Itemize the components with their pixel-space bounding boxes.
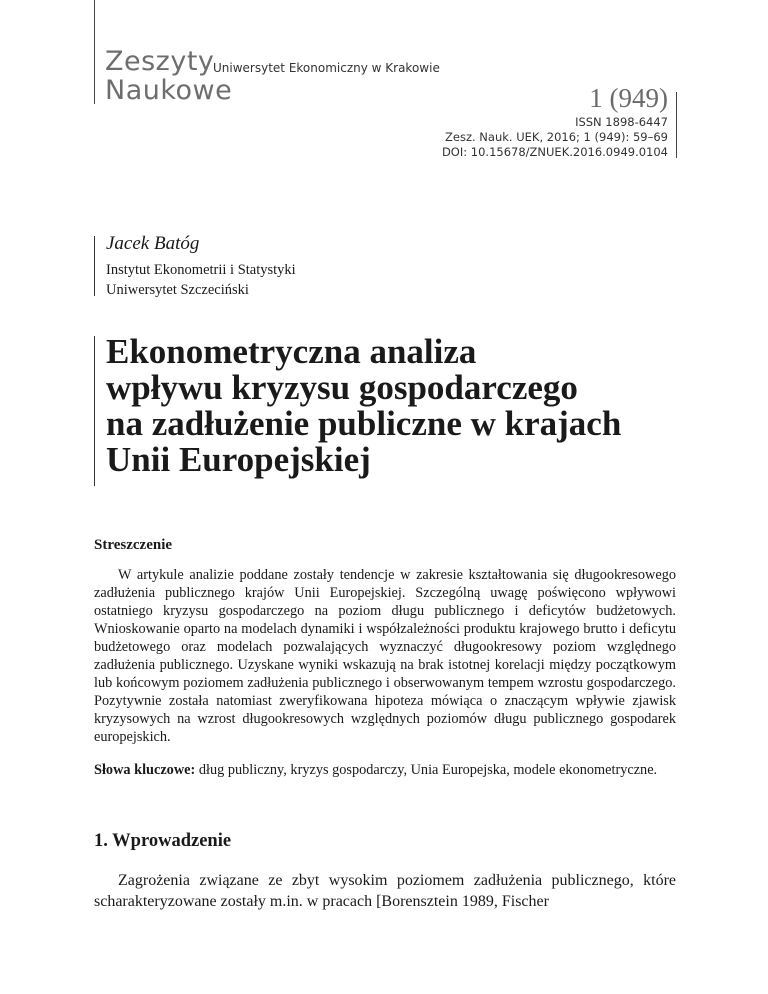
section-body: Zagrożenia związane ze zbyt wysokim poziomem zadłużenia publicznego, które scharakteryzowane zostały m.in. w pracach [Borensztein 1989, Fischer xyxy=(94,872,676,910)
title-line: Ekonometryczna analiza xyxy=(106,332,477,371)
abstract-heading: Streszczenie xyxy=(94,537,173,553)
title-line: Unii Europejskiej xyxy=(106,440,371,479)
issue-number: 1 (949) xyxy=(589,83,668,113)
journal-meta xyxy=(442,115,668,160)
author-name: Jacek Batóg xyxy=(106,233,200,254)
header-rule-right xyxy=(676,92,677,158)
journal-name-line2: Naukowe xyxy=(105,75,233,106)
issn: ISSN 1898-6447 xyxy=(575,115,668,129)
section-heading: 1. Wprowadzenie xyxy=(94,831,232,851)
keywords-label: Słowa kluczowe: xyxy=(94,762,196,778)
title-rule xyxy=(94,336,95,486)
author-rule xyxy=(94,236,95,296)
keywords xyxy=(94,761,676,779)
publisher-name: Uniwersytet Ekonomiczny w Krakowie xyxy=(213,61,440,75)
title-line: na zadłużenie publiczne w krajach xyxy=(106,404,622,443)
paper-title xyxy=(106,334,726,478)
header-rule-left xyxy=(94,0,95,104)
affiliation-line1: Instytut Ekonometrii i Statystyki xyxy=(106,262,296,278)
keywords-list: dług publiczny, kryzys gospodarczy, Unia Europejska, modele ekonometryczne. xyxy=(195,762,658,778)
abstract-text: W artykule analizie poddane zostały tendencje w zakresie kształtowania się długookresowego zadłużenia publicznego krajów Unii Europejskiej. Szczególną uwagę poświęcono wpływowi ostatniego kryzysu gospodarczego na poziom długu publicznego i deficytów budżetowych. Wnioskowanie oparto na modelach dynamiki i współzależności produktu krajowego brutto i deficytu budżetowego oraz modelach pozwalających wyznaczyć długookresowy poziom względnego zadłużenia publicznego. Uzyskane wyniki wskazują na brak istotnej korelacji między początkowym lub końcowym poziomem zadłużenia publicznego i obserwowanym tempem wzrostu gospodarczego. Pozytywnie została natomiast zweryfikowana hipoteza mówiąca o znaczącym wpływie zjawisk kryzysowych na wzrost długookresowych względnych poziomów długu publicznego gospodarek europejskich. xyxy=(94,567,676,745)
title-line: wpływu kryzysu gospodarczego xyxy=(106,368,578,407)
affiliation-line2: Uniwersytet Szczeciński xyxy=(106,282,249,298)
citation: Zesz. Nauk. UEK, 2016; 1 (949): 59–69 xyxy=(445,130,668,144)
journal-name-line1: Zeszyty xyxy=(105,46,215,77)
author-affiliation xyxy=(106,260,296,300)
doi: DOI: 10.15678/ZNUEK.2016.0949.0104 xyxy=(441,145,668,159)
